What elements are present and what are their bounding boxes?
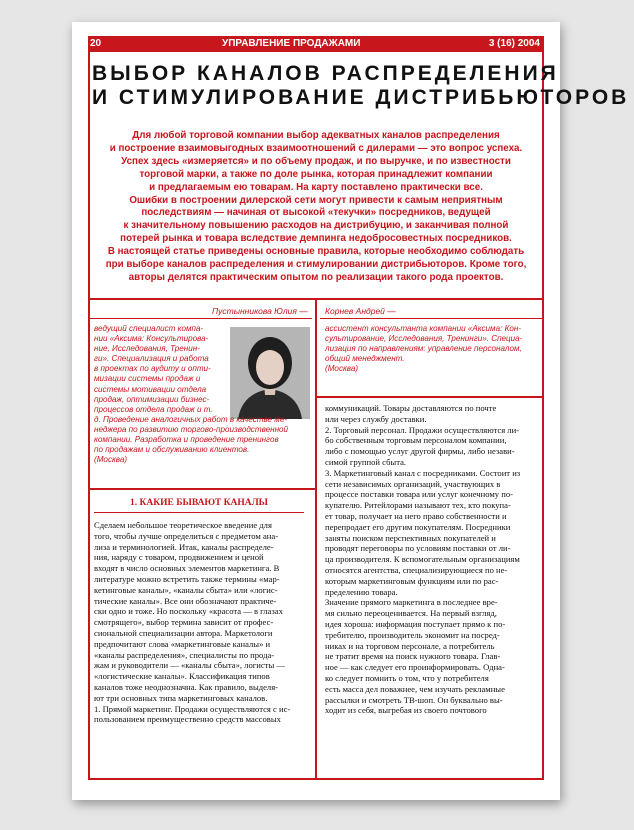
text-line: сети независимых организаций, участвующих в [325, 478, 501, 489]
text-line: литературе можно встретить также термины «мар- [94, 573, 280, 584]
bio-line: компании. Разработка и проведение тренингов [94, 435, 279, 445]
text-line: относятся агентства, специализирующиеся по не- [325, 564, 508, 575]
text-line: не тратит время на поиск нужного товара. Глав- [325, 651, 501, 662]
bio-line: нии «Аксима: Консультирова- [94, 334, 209, 344]
text-line: Сделаем небольшое теоретическое введение для [94, 520, 272, 530]
article-lead [94, 130, 538, 285]
text-line: пользованием преимущественно средств массовых [94, 714, 281, 725]
title-line: И СТИМУЛИРОВАНИЕ ДИСТРИБЬЮТОРОВ [92, 86, 630, 109]
text-line: проводят переговоры по условиям поставки от ли- [325, 543, 511, 554]
text-line: ют три основных типа маркетинговых каналов. [94, 692, 268, 703]
issue-number: 3 (16) 2004 [488, 38, 540, 49]
text-line: симой группой сбыта. [325, 456, 407, 467]
text-line: ски одно и тоже. Но поскольку «красота — в глазах [94, 606, 283, 617]
text-line: входят в число основных элементов маркетинга. В [94, 563, 280, 574]
divider [88, 488, 315, 490]
text-line: ходит из себя, выгребая из своего почтового [325, 705, 487, 716]
text-line: ца производителя. К вспомогательным организациям [325, 554, 520, 565]
text-line: каналов тоже неоднозначна. Как правило, выделя- [94, 681, 279, 692]
right-column-text [325, 403, 520, 716]
bio-line: в проектах по аудиту и опти- [94, 364, 211, 374]
text-line: ко следует помнить о том, что у потребителя [325, 672, 489, 683]
text-line: лиза и терминологией. Итак, каналы распределе- [94, 541, 274, 552]
text-line: того, чтобы лучше определиться с предметом ана- [94, 530, 279, 541]
text-line: кетинговые каналы», «каналы сбыта» или «логис- [94, 584, 278, 595]
text-line: Значение прямого маркетинга в последнее вре- [325, 597, 498, 608]
bio-line: мизации системы продаж и [94, 374, 201, 384]
bio-line: неджера по развитию торгово-производственной [94, 424, 289, 434]
divider [320, 318, 542, 319]
text-line: процессе поставки товара или услуг конечному по- [325, 489, 513, 500]
article-title [92, 62, 630, 110]
magazine-page [72, 22, 630, 800]
text-line: смотрящего», выбор термина зависит от профес- [94, 617, 274, 628]
column-divider [315, 298, 317, 780]
page-number: 20 [90, 38, 102, 49]
section-name: УПРАВЛЕНИЕ ПРОДАЖАМИ [222, 38, 361, 49]
text-line: коммуникаций. Товары доставляются по почте [325, 403, 497, 413]
text-line: «логистические каналы». Классификация типов [94, 671, 270, 682]
divider [90, 318, 312, 319]
lead-line: и предлагаемым ею товарам. На карту поставлено практически все. [149, 181, 483, 193]
text-line: ет товар, получает на него право собственности и [325, 510, 507, 521]
bio-line: ведущий специалист компа- [94, 324, 204, 333]
bio-line: сультирование, Исследования, Тренинги». Специа- [325, 334, 523, 344]
text-line: ния, наряду с товаром, продвижением и ценой [94, 552, 264, 563]
author-bio [94, 324, 288, 465]
text-line: есть масса дел поважнее, чем изучать рекламные [325, 683, 505, 694]
text-line: 1. Прямой маркетинг. Продажи осуществляются с ис- [94, 703, 291, 714]
text-line: предпочитают слова «маркетинговые каналы» и [94, 638, 271, 649]
text-line: бо собственным торговым персоналом компании, [325, 435, 507, 446]
text-line: мя сильно переоценивается. На первый взгляд, [325, 608, 497, 619]
bio-line: ги». Специализация и работа [94, 354, 209, 364]
bio-line: процессов отдела продаж и т. [94, 404, 213, 414]
bio-line: общий менеджмент. [325, 354, 405, 364]
text-line: купателю. Ритейлорами называют тех, кто покупа- [325, 500, 511, 511]
lead-line: к значительному повышению расходов на дистрибуцию, и заканчивая полной [123, 220, 509, 232]
text-line: пределению товара. [325, 586, 398, 597]
text-line: рассылки и смотреть ТВ-шоп. Он буквально вы- [325, 694, 503, 705]
bio-line: лизация по направлениям: управление персоналом, [325, 344, 522, 354]
author-name: Корнев Андрей — [325, 306, 396, 316]
lead-line: при выборе каналов распределения и стимулировании дистрибьюторов. Кроме того, [105, 259, 527, 271]
lead-line: В настоящей статье приведены основные правила, которые необходимо соблюдать [107, 246, 525, 258]
text-line: либо с помощью услуг другой фирмы, либо незави- [325, 446, 515, 457]
bio-line: по продажам и обслуживанию клиентов. [94, 445, 250, 455]
text-line: которым маркетинговым функциям или по рас- [325, 575, 499, 586]
text-line: идея хороша: информация поступает прямо к по- [325, 618, 506, 629]
text-line: никах и на торговом персонале, а потребитель [325, 640, 495, 651]
lead-line: авторы делятся практическим опытом по реализации такого рода проектов. [128, 271, 504, 283]
lead-line: торговой марки, а также по доле рынка, которая принадлежит компании [139, 168, 493, 180]
text-line: перепродает его другим покупателям. Посредники [325, 521, 511, 532]
text-line: заняты поиском перспективных покупателей и [325, 532, 496, 543]
bio-line: д. Проведение аналогичных работ в качестве ме- [94, 414, 288, 424]
bio-line: ассистент консультанта компании «Аксима: Кон- [325, 324, 522, 333]
bio-line: системы мотивации отдела [94, 384, 207, 394]
author-name: Пустынникова Юлия — [212, 306, 308, 316]
text-line: жам и руководители — «каналы сбыта», логисты — [94, 660, 285, 671]
bio-line: (Москва) [325, 364, 359, 374]
lead-line: потерей рынка и товара вследствие демпинга недобросовестных посредников. [120, 233, 512, 245]
text-line: ное — как следует его проинформировать. Одна- [325, 662, 505, 673]
divider [94, 512, 304, 513]
text-line: тические каналы». Все они обозначают практиче- [94, 595, 277, 606]
left-column-text [94, 520, 290, 725]
lead-line: Для любой торговой компании выбор адекватных каналов распределения [132, 130, 500, 141]
text-line: 3. Маркетинговый канал с посредниками. Состоит из [325, 467, 521, 478]
bio-line: (Москва) [94, 455, 128, 465]
author-bio [325, 324, 522, 374]
title-line: ВЫБОР КАНАЛОВ РАСПРЕДЕЛЕНИЯ [92, 62, 559, 85]
text-line: сиональной специализации автора. Маркетологи [94, 627, 273, 638]
lead-line: и построение взаимовыгодных взаимоотношений с дилерами — это вопрос успеха. [109, 142, 523, 154]
section-heading: 1. КАКИЕ БЫВАЮТ КАНАЛЫ [129, 498, 269, 508]
lead-line: последствиям — начиная от высокой «текучки» посредников, ведущей [141, 207, 491, 219]
lead-line: Ошибки в построении дилерской сети могут привести к самым неприятным [129, 194, 503, 206]
bio-line: продаж, оптимизации бизнес- [94, 394, 210, 404]
text-line: или через службу доставки. [325, 413, 427, 424]
text-line: требителю, производитель экономит на посред- [325, 629, 500, 640]
text-line: 2. Торговый персонал. Продажи осуществляются ли- [325, 424, 520, 435]
bio-line: ние, Исследования, Тренин- [94, 344, 200, 354]
lead-line: Успех здесь «измеряется» и по объему продаж, и по выручке, и по известности [121, 155, 511, 167]
text-line: «каналы распределения», специалисты по прода- [94, 649, 275, 660]
divider [317, 396, 544, 398]
header-bar [88, 36, 544, 52]
